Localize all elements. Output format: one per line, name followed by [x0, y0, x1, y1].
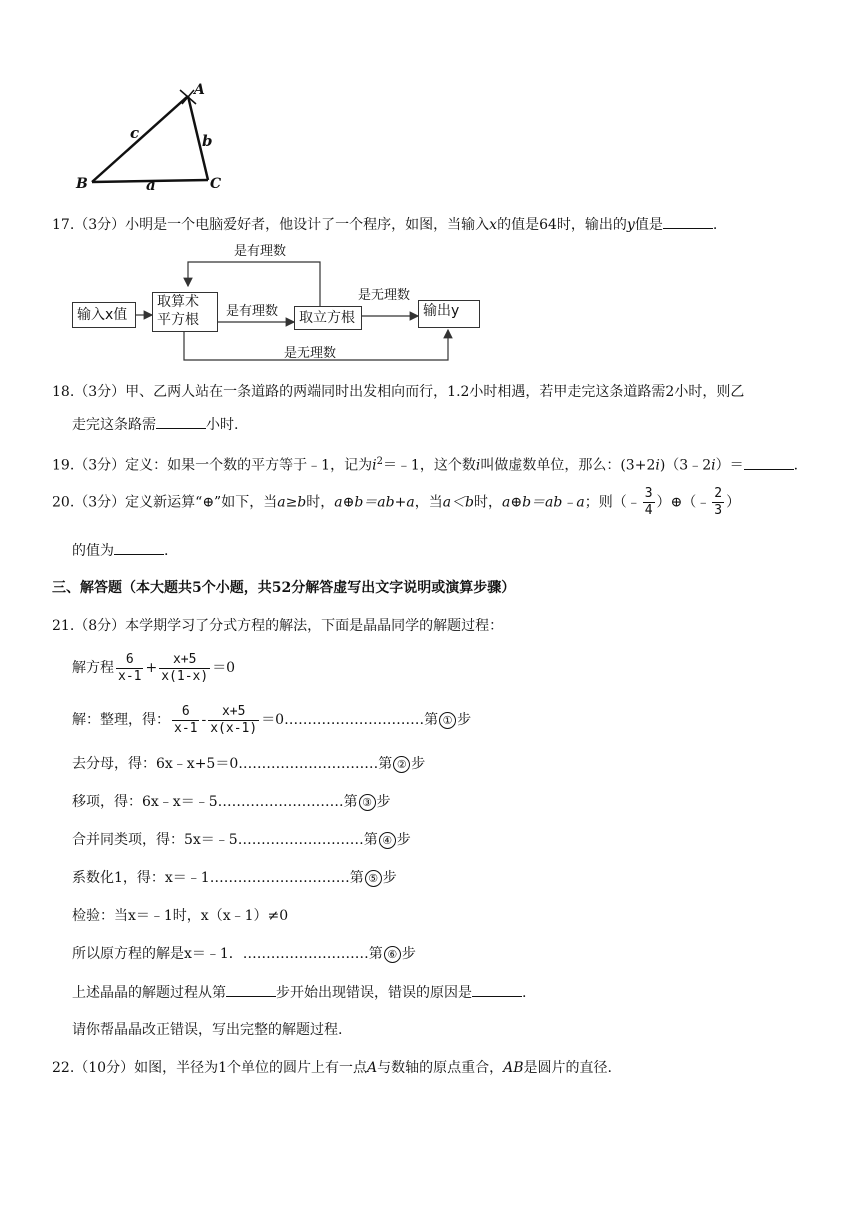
q22-diameter: AB — [503, 1060, 524, 1076]
sqrt-label-2: 平方根 — [157, 312, 199, 328]
step-number: ④ — [379, 832, 396, 849]
step-number: ⑥ — [384, 946, 401, 963]
q19-i3: i — [655, 457, 660, 474]
step-text: 移项，得：6x﹣x＝﹣5………………………第 — [72, 794, 358, 810]
fraction-numerator: 6 — [181, 703, 190, 719]
step-number: ① — [439, 712, 456, 729]
q20-text-6: ）⊕（﹣ — [656, 494, 711, 511]
output-label: 输出y — [423, 303, 460, 319]
q19-i4: i — [711, 457, 716, 474]
q19-sup: 2 — [376, 456, 383, 467]
q18-line-2: 走完这条路需 — [72, 417, 156, 433]
step-number: ⑤ — [365, 870, 382, 887]
step-end: 步 — [401, 946, 416, 962]
label-irrational-bottom: 是无理数 — [284, 346, 337, 361]
vertex-c-label: C — [210, 176, 222, 192]
side-c-label: c — [130, 124, 140, 142]
sqrt-label-1: 取算术 — [157, 294, 199, 310]
step-end: 步 — [411, 756, 426, 772]
q21-step-3 — [72, 792, 391, 812]
fraction-2-3 — [712, 486, 724, 519]
q20-cond-1: a≥b — [277, 494, 307, 511]
q19-text-mid: ＝﹣1，这个数 — [382, 457, 476, 474]
q21-step-6 — [72, 944, 416, 964]
q21-equation — [72, 650, 235, 686]
output-box — [418, 300, 480, 328]
q17-var-x: x — [489, 217, 498, 233]
plus-sign: + — [145, 660, 158, 676]
q19-end: . — [793, 457, 799, 474]
answer-blank[interactable] — [472, 982, 522, 997]
question-21: 21.（8分）本学期学习了分式方程的解法，下面是晶晶同学的解题过程： — [52, 618, 504, 634]
q21-step-5 — [72, 868, 397, 888]
fraction-numerator: x+5 — [172, 651, 197, 667]
q17-var-y: y — [626, 217, 635, 233]
q17-end: . — [712, 217, 718, 233]
question-20-cont — [72, 540, 168, 561]
minus-sign: - — [201, 712, 207, 728]
step-text: 合并同类项，得：5x＝﹣5………………………第 — [72, 832, 378, 848]
flowchart — [68, 238, 498, 368]
fraction-denominator: x(x-1) — [210, 720, 258, 736]
question-19 — [52, 452, 798, 476]
q17-text-mid: 的值是64时，输出的 — [497, 217, 627, 233]
q22-text-after: 是圆片的直径. — [523, 1060, 612, 1076]
q21-question-mid: 步开始出现错误，错误的原因是 — [276, 985, 472, 1001]
vertex-a-label: A — [194, 82, 205, 98]
q20-line-2: 的值为 — [72, 543, 114, 559]
q20-line-2-end: . — [164, 543, 169, 559]
q19-i: i — [372, 457, 377, 474]
cbrt-label: 取立方根 — [299, 310, 355, 326]
side-a-label: a — [146, 176, 156, 194]
q21-step-2 — [72, 754, 425, 774]
q21-ask: 请你帮晶晶改正错误，写出完整的解题过程. — [72, 1022, 343, 1038]
side-b-label: b — [202, 132, 213, 150]
q22-point-a: A — [367, 1060, 378, 1076]
step-end: 步 — [382, 870, 397, 886]
answer-blank[interactable] — [663, 214, 713, 229]
q21-question-end: . — [522, 985, 527, 1001]
triangle-figure — [70, 78, 240, 198]
fraction-numerator: 2 — [714, 486, 723, 501]
fraction-denominator: x-1 — [118, 668, 142, 684]
q19-text-mid2: 叫做虚数单位，那么：(3+2 — [480, 457, 656, 474]
answer-blank[interactable] — [114, 540, 164, 555]
q21-step-1 — [72, 702, 471, 738]
cbrt-box — [294, 306, 362, 330]
q18-line-1: 18.（3分）甲、乙两人站在一条道路的两端同时出发相向而行，1.2小时相遇，若甲走完这条道路需2小时，则乙 — [52, 384, 745, 400]
q18-line-2-end: 小时. — [206, 417, 239, 433]
q20-text-4: 时， — [474, 494, 503, 511]
q17-text: 17.（3分）小明是一个电脑爱好者，他设计了一个程序，如图，当输入 — [52, 217, 490, 233]
q17-text-after: 值是 — [634, 217, 663, 233]
q19-i2: i — [475, 457, 481, 474]
step-number: ② — [393, 756, 410, 773]
step-text: 所以原方程的解是x＝﹣1．………………………第 — [72, 946, 383, 962]
q21-check: 检验：当x＝﹣1时，x（x﹣1）≠0 — [72, 908, 289, 924]
fraction-numerator: 3 — [644, 486, 653, 501]
q21-question-text: 上述晶晶的解题过程从第 — [72, 985, 226, 1001]
input-box — [72, 302, 136, 328]
question-18 — [52, 382, 744, 402]
fraction-numerator: x+5 — [221, 703, 246, 719]
sqrt-box — [152, 292, 218, 332]
section-heading: 三、解答题（本大题共5个小题，共52分解答虚写出文字说明或演算步骤） — [52, 580, 516, 596]
q20-text-1: 20.（3分）定义新运算“⊕”如下，当 — [52, 494, 278, 511]
q20-cond-2: a＜b — [442, 494, 475, 511]
answer-blank[interactable] — [744, 455, 794, 470]
q20-text-5: ；则（﹣ — [584, 494, 641, 511]
fraction-numerator: 6 — [125, 651, 134, 667]
fraction-3-4 — [643, 486, 655, 519]
step-number: ③ — [359, 794, 376, 811]
step-end: 步 — [376, 794, 391, 810]
step-end: 步 — [457, 712, 472, 728]
fraction — [116, 652, 143, 685]
fraction-denominator: 3 — [714, 503, 723, 518]
q20-def-1: a⊕b＝ab+a — [334, 494, 415, 511]
q21-question — [72, 982, 526, 1003]
step-text: ＝0…………………………第 — [261, 712, 439, 728]
q20-def-2: a⊕b＝ab﹣a — [502, 494, 585, 511]
question-22 — [52, 1058, 612, 1078]
q20-text-3: ，当 — [414, 494, 443, 511]
fraction — [208, 704, 259, 737]
eq-rhs: ＝0 — [212, 660, 236, 676]
q22-text: 22.（10分）如图，半径为1个单位的圆片上有一点 — [52, 1060, 367, 1076]
fraction-denominator: x(1-x) — [161, 668, 209, 684]
step-text: 系数化1，得：x＝﹣1…………………………第 — [72, 870, 364, 886]
step-text: 去分母，得：6x﹣x+5＝0…………………………第 — [72, 756, 393, 772]
question-17 — [52, 214, 717, 235]
q22-text-mid: 与数轴的原点重合， — [377, 1060, 504, 1076]
step-label: 解：整理，得： — [72, 712, 170, 728]
fraction — [172, 704, 199, 737]
q20-text-7: ） — [726, 494, 741, 511]
label-rational-top: 是有理数 — [234, 244, 287, 259]
question-20 — [52, 486, 740, 519]
fraction-denominator: x-1 — [174, 720, 198, 736]
fraction — [159, 652, 210, 685]
input-label: 输入x值 — [77, 307, 128, 323]
fraction-denominator: 4 — [644, 503, 653, 518]
label-rational-mid: 是有理数 — [226, 304, 279, 319]
answer-blank[interactable] — [226, 982, 276, 997]
label-irrational-right: 是无理数 — [358, 288, 411, 303]
q20-text-2: 时， — [306, 494, 335, 511]
step-end: 步 — [396, 832, 411, 848]
question-18-cont — [72, 414, 238, 435]
answer-blank[interactable] — [156, 414, 206, 429]
q21-step-4 — [72, 830, 411, 850]
q19-text: 19.（3分）定义：如果一个数的平方等于﹣1，记为 — [52, 457, 373, 474]
eq-label: 解方程 — [72, 660, 114, 676]
q19-text-after: ）＝ — [715, 457, 744, 474]
vertex-b-label: B — [76, 176, 88, 192]
q19-text-mid3: )（3﹣2 — [659, 457, 712, 474]
